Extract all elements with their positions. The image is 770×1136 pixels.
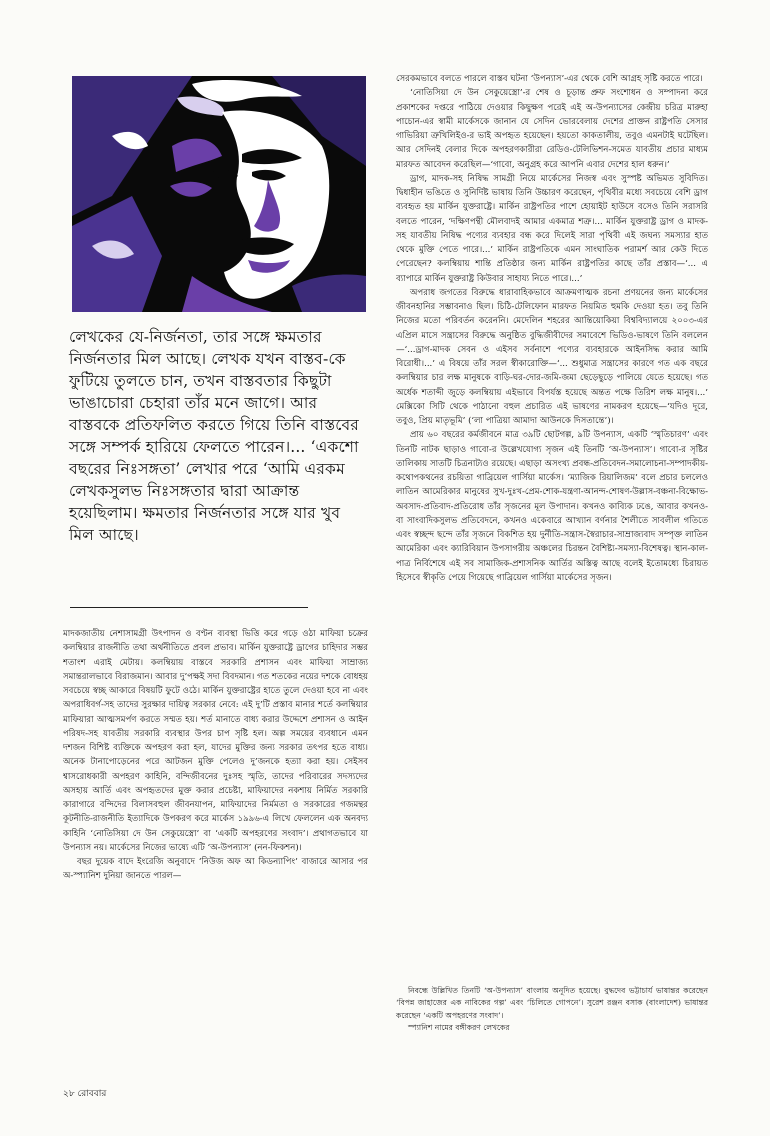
- body-paragraph: বছর দুয়েক বাদে ইংরেজি অনুবাদে ‘নিউজ অফ আ কিডন্যাপিং’ বাজারে আসার পর অ-স্প্যানিশ দুনিয়া জানতে পারল—: [63, 857, 368, 882]
- portrait-art: [72, 76, 366, 312]
- portrait-illustration: [72, 76, 366, 312]
- body-paragraph: সেরকমভাবে বলতে পারলে বাস্তব ঘটনা ‘উপন্যাস’-এর থেকে বেশি আগ্রহ সৃষ্টি করতে পারে।: [396, 74, 703, 84]
- left-column-text: [63, 627, 368, 1037]
- body-paragraph: ‘নোতিসিয়া দে উন সেকুয়েস্ত্রো’-র শেষ ও চূড়ান্ত প্রুফ সংশোধন ও সম্পাদনা করে প্রকাশকের দপ্তরে পাঠিয়ে দেওয়ার কিছুক্ষণ পরেই এই অ-উপন্যাসের কেন্দ্রীয় চরিত্র মারুহা পাচোন-এর স্বামী মার্কেসকে জানান যে সেদিন ভোরবেলায় দেশের প্রাক্তন রাষ্ট্রপতি সেসার গাভিরিয়া ত্রুখিলিইও-র ভাই অপহৃত হয়েছেন। হয়তো কাকতালীয়, তবুও এমনটাই ঘটেছিল। আর সেদিনই বেলার দিকে অপহরণকারীরা রেডিও-টেলিভিশন-সমেত যাবতীয় প্রচার মাধ্যম মারফত আবেদন করেছিল—‘গাবো, অনুগ্রহ করে আপনি এবার দেশের হাল ধরুন।’: [396, 88, 708, 170]
- right-column-text: [396, 72, 708, 972]
- body-paragraph: প্রায় ৬০ বছরের কর্মজীবনে মাত্র ৩৯টি ছোটগল্প, ৯টি উপন্যাস, একটি ‘স্মৃতিচারণ’ এবং তিনটি নাটক ছাড়াও গাবো-র উল্লেখযোগ্য সৃজন এই তিনটি ‘অ-উপন্যাস’। গাবো-র সৃষ্টির তালিকায় সাতটি চিত্রনাট্যও রয়েছে। এছাড়া অসংখ্য প্রবন্ধ-প্রতিবেদন-সমালোচনা-সম্পাদকীয়-কথোপকথনের রচয়িতা গাব্রিয়েল গার্সিয়া মার্কেস। ‘ম্যাজিক রিয়ালিজম’ বলে প্রচার চললেও লাতিন আমেরিকার মানুষের সুখ-দুঃখ-প্রেম-শোক-যন্ত্রণা-আনন্দ-শোষণ-উল্লাস-বঞ্চনা-বিক্ষোভ-অবসাদ-প্রতিবাদ-প্রতিরোধ তাঁর সৃজনের মূল উপাদান। কখনও কাব্যিক ঢঙে, আবার কখনও-বা সাংবাদিকসুলভ প্রতিবেদনে, কখনও একেবারে আখ্যান বর্ণনার শৈলীতে সাবলীল গতিতে এবং স্বচ্ছন্দ ছন্দে তাঁর সৃজনে বিকশিত হয় দুর্নীতি-সন্ত্রাস-স্বৈরাচার-সাম্রাজ্যবাদ সম্পৃক্ত লাতিন আমেরিকা এবং ক্যারিবিয়ান উপসাগরীয় অঞ্চলের চিরন্তন বৈশিষ্ট্য-সমস্যা-বিশেষত্ব। স্থান-কাল-পাত্র নির্বিশেষে এই সব সামাজিক-প্রশাসনিক আর্তির অস্তিত্ব আছে বলেই ইতোমধ্যে চিরায়ত হিসেবে স্বীকৃতি পেয়ে গিয়েছে গাব্রিয়েল গার্সিয়া মার্কেসের সৃজন।: [396, 430, 708, 583]
- pull-quote-divider: [70, 607, 308, 608]
- body-paragraph: অপরাধ জগতের বিরুদ্ধে ধারাবাহিকভাবে আক্রমণাত্মক রচনা প্রণয়নের জন্য মার্কেসের জীবনহানির সম্ভাবনাও ছিল। চিঠি-টেলিফোন মারফত নিয়মিত হুমকি দেওয়া হত। তবু তিনি নিজের মতো পরিবর্তন করেননি। মেদেলিন শহরের আন্তিয়োকিয়া বিশ্ববিদ্যালয়ে ২০০৩-এর এপ্রিল মাসে সন্ত্রাসের বিরুদ্ধে অনুষ্ঠিত বুদ্ধিজীবীদের সমাবেশে ভিডিও-ভাষণে তিনি বললেন—‘...ড্রাগ-মাদক সেবন ও এইসব সর্বনাশে পণ্যের ব্যবহারকে আইনসিদ্ধ করার আমি বিরোধী।...’ এ বিষয়ে তাঁর সরল স্বীকারোক্তি—‘... শুধুমাত্র সন্ত্রাসের কারণে গত এক বছরে কলম্বিয়ার চার লক্ষ মানুষকে বাড়ি-ঘর-দোর-জমি-জমা ছেড়েছুড়ে পালিয়ে যেতে হয়েছে। গত অর্ধেক শতাব্দী জুড়ে কলম্বিয়ায় এইভাবে বিপর্যস্ত হয়েছে অন্তত পক্ষে তিরিশ লক্ষ মানুষ।...’ মেক্সিকো সিটি থেকে পাঠানো বহুল প্রচারিত এই ভাষণের নামকরণ হয়েছে—‘যদিও দূরে, তবুও, প্রিয় মাতৃভূমি’ (‘লা পাত্রিয়া আমাদা আউনকে দিসতান্তে’)।: [396, 287, 708, 426]
- body-paragraph: ড্রাগ, মাদক-সহ নিষিদ্ধ সামগ্রী নিয়ে মার্কেসের নিজস্ব এবং সুস্পষ্ট অভিমত সুবিদিত। দ্বিধাহীন ভঙিতে ও সুনির্দিষ্ট ভাষায় তিনি উচ্চারণ করেছেন, পৃথিবীর মধ্যে সবচেয়ে বেশি ড্রাগ ব্যবহৃত হয় মার্কিন যুক্তরাষ্ট্রে। মার্কিন রাষ্ট্রপতির পাশে হোয়াইট হাউসে বসেও তিনি সরাসরি বলতে পারেন, ‘দক্ষিণপন্থী মৌলবাদই আমার একমাত্র শত্রু।... মার্কিন যুক্তরাষ্ট্র ড্রাগ ও মাদক-সহ যাবতীয় নিষিদ্ধ পণ্যের ব্যবহার বন্ধ করে দিলেই সারা পৃথিবী এই জঘন্য সমস্যার হাত থেকে মুক্তি পেতে পারে।...’ মার্কিন রাষ্ট্রপতিকে এমন সাংঘাতিক পরামর্শ আর কেউ দিতে পেরেছেন? কলম্বিয়ায় শান্তি প্রতিষ্ঠার জন্য মার্কিন রাষ্ট্রপতির কাছে তাঁর প্রস্তাব—‘... এ ব্যাপারে মার্কিন যুক্তরাষ্ট্র কিউবার সাহায্য নিতে পারে।...’: [396, 173, 708, 284]
- page-folio: ২৮ রোববার: [63, 1089, 107, 1099]
- footnote-text: নিবন্ধে উল্লিখিত তিনটি ‘অ-উপন্যাস’ বাংলায় অনূদিত হয়েছে। বুদ্ধদেব ভট্টাচার্য ভাষান্তর করেছেন ‘বিপন্ন জাহাজের এক নাবিকের গল্প’ এবং ‘চিলিতে গোপনে’। সুরেশ রঞ্জন বসাক (বাংলাদেশ) ভাষান্তর করেছেন ‘একটি অপহরণের সংবাদ’।: [396, 986, 708, 1020]
- translation-note: [396, 985, 708, 1035]
- footnote-credit: স্প্যানিশ নামের বঙ্গীকরণ লেখকের: [408, 1023, 510, 1033]
- pull-quote: লেখকের যে-নির্জনতা, তার সঙ্গে ক্ষমতার নির্জনতার মিল আছে। লেখক যখন বাস্তব-কে ফুটিয়ে তুলতে চান, তখন বাস্তবতার কিছুটা ভাঙাচোরা চেহারা তাঁর মনে জাগে। আর বাস্তবকে প্রতিফলিত করতে গিয়ে তিনি বাস্তবের সঙ্গে সম্পর্ক হারিয়ে ফেলতে পারেন।... ‘একশো বছরের নিঃসঙ্গতা’ লেখার পরে ‘আমি এরকম লেখকসুলভ নিঃসঙ্গতার দ্বারা আক্রান্ত হয়েছিলাম। ক্ষমতার নির্জনতার সঙ্গে যার খুব মিল আছে।: [69, 328, 359, 544]
- body-paragraph: মাদকজাতীয় নেশাসামগ্রী উৎপাদন ও বণ্টন ব্যবস্থা ভিত্তি করে গড়ে ওঠা মাফিয়া চক্রের কলম্বিয়ার রাজনীতি তথা অর্থনীতিতে প্রবল প্রভাব। মার্কিন যুক্তরাষ্ট্রে ড্রাগের চাহিদার সম্ভর শতাংশ এরাই মেটায়। কলম্বিয়ায় বাস্তবে সরকারি প্রশাসন এবং মাফিয়া সাম্রাজ্য সমান্তরালভাবে বিরাজমান। আবার দু’পক্ষই সদা বিবদমান। গত শতকের নয়ের দশকে বোধহয় সবচেয়ে স্বচ্ছ আকারে বিষয়টি ফুটে ওঠে। মার্কিন যুক্তরাষ্ট্রের হাতে তুলে দেওয়া হবে না এবং অপরাধিবর্গ-সহ তাদের সুরক্ষার দায়িত্ব সরকার নেবে: এই দু’টি প্রস্তাব মানার শর্তে কলম্বিয়ার মাফিয়ারা আত্মসমর্পণ করতে সম্মত হয়। শর্ত মানাতে বাধ্য করার উদ্দেশে প্রশাসন ও আইন পরিষদ-সহ যাবতীয় সরকারি ব্যবস্থার উপর চাপ সৃষ্টি হল। অল্প সময়ের ব্যবধানে এমন দশজন বিশিষ্ট ব্যক্তিকে অপহরণ করা হল, যাদের মুক্তির জন্য সরকার তৎপর হতে বাধ্য। অনেক টানাপোড়েনের পরে আটজন মুক্তি পেলেও দু’জনকে হত্যা করা হয়। সেইসব শ্বাসরোধকারী অপহরণ কাহিনি, বন্দিজীবনের দুঃসহ স্মৃতি, তাদের পরিবারের সদস্যদের অসহায় আর্তি এবং অপহৃতদের মুক্ত করার প্রচেষ্টা, মাফিয়াদের নকশায় নির্মিত সরকারি কারাগারে বন্দিদের বিলাসবহুল জীবনযাপন, মাফিয়াদের নির্মমতা ও সরকারের গজমন্থর কূটনীতি-রাজনীতি ইত্যাদিকে উপকরণ করে মার্কেস ১৯৯৬-এ লিখে ফেললেন এক অনবদ্য কাহিনি ‘নোতিসিয়া দে উন সেকুয়েস্ত্রো’ বা ‘একটি অপহরণের সংবাদ’। প্রথাগতভাবে যা উপন্যাস নয়। মার্কেসের নিজের ভাষ্যে এটি ‘অ-উপন্যাস’ (নন-ফিকশন)।: [63, 629, 368, 853]
